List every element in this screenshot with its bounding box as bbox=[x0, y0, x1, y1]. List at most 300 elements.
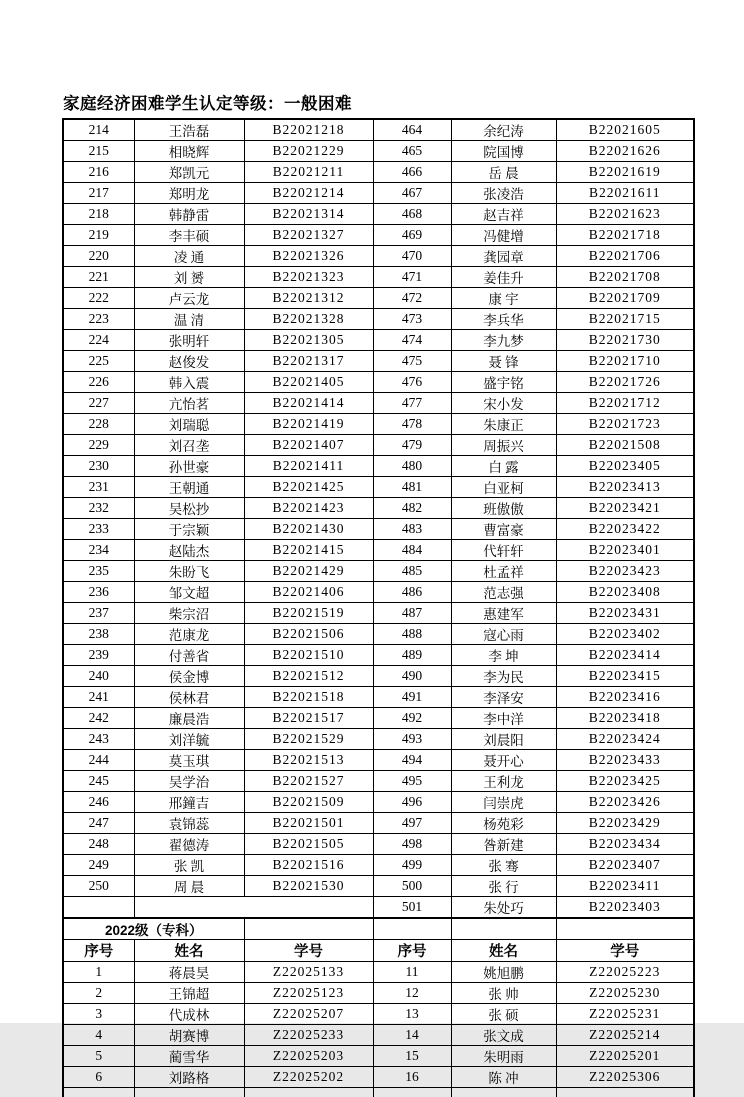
serial-cell: 229 bbox=[63, 435, 134, 456]
serial-cell: 216 bbox=[63, 162, 134, 183]
student-id-cell: B22021414 bbox=[244, 393, 373, 414]
table-row bbox=[63, 225, 694, 246]
name-cell: 聂开心 bbox=[451, 750, 556, 771]
name-cell: 朱盼飞 bbox=[134, 561, 244, 582]
name-cell: 温 清 bbox=[134, 309, 244, 330]
serial-cell: 14 bbox=[373, 1025, 451, 1046]
table-row bbox=[63, 309, 694, 330]
table-row bbox=[63, 456, 694, 477]
name-cell: 郑明龙 bbox=[134, 183, 244, 204]
serial-cell: 477 bbox=[373, 393, 451, 414]
col-header-name2: 姓名 bbox=[451, 940, 556, 962]
table-row bbox=[63, 393, 694, 414]
serial-cell: 489 bbox=[373, 645, 451, 666]
col-header-student-id: 学号 bbox=[244, 940, 373, 962]
student-id-cell: B22023402 bbox=[556, 624, 694, 645]
name-cell: 余纪涛 bbox=[451, 119, 556, 141]
serial-cell: 246 bbox=[63, 792, 134, 813]
cut-off-body bbox=[63, 1088, 694, 1097]
table-row bbox=[63, 624, 694, 645]
table-row bbox=[63, 267, 694, 288]
table-row bbox=[63, 414, 694, 435]
col-header-name: 姓名 bbox=[134, 940, 244, 962]
name-cell: 韩入震 bbox=[134, 372, 244, 393]
serial-cell: 6 bbox=[63, 1067, 134, 1088]
name-cell: 相晓辉 bbox=[134, 141, 244, 162]
name-cell: 刘瑞聪 bbox=[134, 414, 244, 435]
serial-cell: 4 bbox=[63, 1025, 134, 1046]
empty-cell bbox=[244, 918, 373, 940]
serial-cell: 475 bbox=[373, 351, 451, 372]
serial-cell: 214 bbox=[63, 119, 134, 141]
student-id-cell: Z22025306 bbox=[556, 1067, 694, 1088]
name-cell: 刘召垄 bbox=[134, 435, 244, 456]
table-row bbox=[63, 1067, 694, 1088]
serial-cell: 219 bbox=[63, 225, 134, 246]
cut-off-row bbox=[63, 1088, 694, 1097]
student-id-cell: B22021328 bbox=[244, 309, 373, 330]
table-row bbox=[63, 435, 694, 456]
student-id-cell: B22023425 bbox=[556, 771, 694, 792]
student-id-cell: B22023421 bbox=[556, 498, 694, 519]
student-id-cell: Z22025203 bbox=[244, 1046, 373, 1067]
student-id-cell: B22021715 bbox=[556, 309, 694, 330]
serial-cell: 221 bbox=[63, 267, 134, 288]
table-row bbox=[63, 246, 694, 267]
student-id-cell: B22021712 bbox=[556, 393, 694, 414]
name-cell: 莫玉琪 bbox=[134, 750, 244, 771]
name-cell: 惠建军 bbox=[451, 603, 556, 624]
student-id-cell: B22021611 bbox=[556, 183, 694, 204]
serial-cell: 243 bbox=[63, 729, 134, 750]
student-id-cell: B22023426 bbox=[556, 792, 694, 813]
serial-cell: 473 bbox=[373, 309, 451, 330]
serial-cell: 492 bbox=[373, 708, 451, 729]
student-id-cell: B22021411 bbox=[244, 456, 373, 477]
name-cell: 翟德涛 bbox=[134, 834, 244, 855]
student-id-cell: B22021529 bbox=[244, 729, 373, 750]
serial-cell: 224 bbox=[63, 330, 134, 351]
serial-cell: 498 bbox=[373, 834, 451, 855]
serial-cell: 250 bbox=[63, 876, 134, 897]
table-row bbox=[63, 1004, 694, 1025]
student-id-cell: B22021305 bbox=[244, 330, 373, 351]
student-id-cell: B22021429 bbox=[244, 561, 373, 582]
serial-cell: 233 bbox=[63, 519, 134, 540]
serial-cell: 474 bbox=[373, 330, 451, 351]
name-cell: 廉晨浩 bbox=[134, 708, 244, 729]
serial-cell: 15 bbox=[373, 1046, 451, 1067]
name-cell: 李九梦 bbox=[451, 330, 556, 351]
serial-cell: 495 bbox=[373, 771, 451, 792]
name-cell: 王锦超 bbox=[134, 983, 244, 1004]
serial-cell: 486 bbox=[373, 582, 451, 603]
student-id-cell: B22023423 bbox=[556, 561, 694, 582]
table-row bbox=[63, 876, 694, 897]
name-cell: 聂 锋 bbox=[451, 351, 556, 372]
name-cell: 胡赛博 bbox=[134, 1025, 244, 1046]
table-row bbox=[63, 162, 694, 183]
difficulty-level-table bbox=[62, 118, 695, 1097]
table-row bbox=[63, 540, 694, 561]
name-cell: 班傲傲 bbox=[451, 498, 556, 519]
serial-cell: 237 bbox=[63, 603, 134, 624]
student-id-cell: B22021530 bbox=[244, 876, 373, 897]
student-id-cell: Z22025133 bbox=[244, 962, 373, 983]
table-row bbox=[63, 666, 694, 687]
name-cell: 康 宇 bbox=[451, 288, 556, 309]
spec-section-header bbox=[63, 918, 694, 962]
name-cell: 龚园章 bbox=[451, 246, 556, 267]
serial-cell: 217 bbox=[63, 183, 134, 204]
serial-cell: 235 bbox=[63, 561, 134, 582]
name-cell: 曹富豪 bbox=[451, 519, 556, 540]
serial-cell: 1 bbox=[63, 962, 134, 983]
student-id-cell: B22021718 bbox=[556, 225, 694, 246]
student-id-cell: B22021218 bbox=[244, 119, 373, 141]
student-id-cell: B22021327 bbox=[244, 225, 373, 246]
student-id-cell: B22023401 bbox=[556, 540, 694, 561]
student-id-cell: B22021726 bbox=[556, 372, 694, 393]
student-id-cell: B22021326 bbox=[244, 246, 373, 267]
name-cell: 侯林君 bbox=[134, 687, 244, 708]
serial-cell: 236 bbox=[63, 582, 134, 603]
serial-cell: 494 bbox=[373, 750, 451, 771]
name-cell: 李中洋 bbox=[451, 708, 556, 729]
serial-cell: 16 bbox=[373, 1067, 451, 1088]
serial-cell: 225 bbox=[63, 351, 134, 372]
student-id-cell: B22021211 bbox=[244, 162, 373, 183]
serial-cell: 484 bbox=[373, 540, 451, 561]
student-id-cell: B22023408 bbox=[556, 582, 694, 603]
name-cell: 杜孟祥 bbox=[451, 561, 556, 582]
name-cell: 张 硕 bbox=[451, 1004, 556, 1025]
name-cell: 王朝通 bbox=[134, 477, 244, 498]
table-row bbox=[63, 834, 694, 855]
empty-cell bbox=[63, 1088, 134, 1097]
name-cell: 韩静雷 bbox=[134, 204, 244, 225]
empty-cell bbox=[244, 1088, 373, 1097]
serial-cell: 497 bbox=[373, 813, 451, 834]
name-cell: 蔺雪华 bbox=[134, 1046, 244, 1067]
student-id-cell: B22021619 bbox=[556, 162, 694, 183]
serial-cell: 231 bbox=[63, 477, 134, 498]
serial-cell: 499 bbox=[373, 855, 451, 876]
name-cell: 冯健增 bbox=[451, 225, 556, 246]
student-id-cell: B22021506 bbox=[244, 624, 373, 645]
table-row bbox=[63, 330, 694, 351]
table-row bbox=[63, 603, 694, 624]
serial-cell: 248 bbox=[63, 834, 134, 855]
table-row bbox=[63, 983, 694, 1004]
table-row bbox=[63, 771, 694, 792]
student-id-cell: B22023418 bbox=[556, 708, 694, 729]
name-cell: 白亚柯 bbox=[451, 477, 556, 498]
name-cell: 院国博 bbox=[451, 141, 556, 162]
name-cell: 代轩轩 bbox=[451, 540, 556, 561]
serial-cell: 472 bbox=[373, 288, 451, 309]
student-id-cell: B22021214 bbox=[244, 183, 373, 204]
empty-serial-cell bbox=[63, 897, 134, 919]
name-cell: 张 骞 bbox=[451, 855, 556, 876]
name-cell: 代成林 bbox=[134, 1004, 244, 1025]
student-id-cell: B22021516 bbox=[244, 855, 373, 876]
name-cell: 王利龙 bbox=[451, 771, 556, 792]
serial-cell: 3 bbox=[63, 1004, 134, 1025]
name-cell: 昝新建 bbox=[451, 834, 556, 855]
name-cell: 赵俊发 bbox=[134, 351, 244, 372]
name-cell: 盛宇铭 bbox=[451, 372, 556, 393]
name-cell: 岳 晨 bbox=[451, 162, 556, 183]
student-id-cell: B22021527 bbox=[244, 771, 373, 792]
name-cell: 张文成 bbox=[451, 1025, 556, 1046]
table-row bbox=[63, 792, 694, 813]
student-id-cell: B22023429 bbox=[556, 813, 694, 834]
table-row bbox=[63, 119, 694, 141]
student-id-cell: B22023416 bbox=[556, 687, 694, 708]
name-cell: 李为民 bbox=[451, 666, 556, 687]
table-row bbox=[63, 897, 694, 919]
student-id-cell: B22023403 bbox=[556, 897, 694, 919]
serial-cell: 467 bbox=[373, 183, 451, 204]
serial-cell: 479 bbox=[373, 435, 451, 456]
student-id-cell: B22021730 bbox=[556, 330, 694, 351]
name-cell: 范康龙 bbox=[134, 624, 244, 645]
student-id-cell: B22021423 bbox=[244, 498, 373, 519]
student-id-cell: Z22025230 bbox=[556, 983, 694, 1004]
student-id-cell: B22021709 bbox=[556, 288, 694, 309]
name-cell: 于宗颖 bbox=[134, 519, 244, 540]
table-row bbox=[63, 561, 694, 582]
name-cell: 吴学治 bbox=[134, 771, 244, 792]
name-cell: 王浩磊 bbox=[134, 119, 244, 141]
empty-cell bbox=[451, 1088, 556, 1097]
table-row bbox=[63, 1046, 694, 1067]
table-row bbox=[63, 855, 694, 876]
student-id-cell: B22023415 bbox=[556, 666, 694, 687]
serial-cell: 242 bbox=[63, 708, 134, 729]
serial-cell: 234 bbox=[63, 540, 134, 561]
col-header-serial2: 序号 bbox=[373, 940, 451, 962]
serial-cell: 490 bbox=[373, 666, 451, 687]
serial-cell: 223 bbox=[63, 309, 134, 330]
student-id-cell: B22021430 bbox=[244, 519, 373, 540]
serial-cell: 482 bbox=[373, 498, 451, 519]
student-id-cell: B22021508 bbox=[556, 435, 694, 456]
main-table-body bbox=[63, 119, 694, 918]
student-id-cell: B22021509 bbox=[244, 792, 373, 813]
serial-cell: 245 bbox=[63, 771, 134, 792]
name-cell: 范志强 bbox=[451, 582, 556, 603]
serial-cell: 470 bbox=[373, 246, 451, 267]
student-id-cell: Z22025223 bbox=[556, 962, 694, 983]
name-cell: 闫崇虎 bbox=[451, 792, 556, 813]
student-id-cell: B22021505 bbox=[244, 834, 373, 855]
name-cell: 朱处巧 bbox=[451, 897, 556, 919]
table-row bbox=[63, 372, 694, 393]
name-cell: 刘路格 bbox=[134, 1067, 244, 1088]
serial-cell: 464 bbox=[373, 119, 451, 141]
serial-cell: 488 bbox=[373, 624, 451, 645]
serial-cell: 238 bbox=[63, 624, 134, 645]
name-cell: 刘洋毓 bbox=[134, 729, 244, 750]
name-cell: 杨苑彩 bbox=[451, 813, 556, 834]
col-header-serial: 序号 bbox=[63, 940, 134, 962]
table-row bbox=[63, 498, 694, 519]
name-cell: 周 晨 bbox=[134, 876, 244, 897]
serial-cell: 11 bbox=[373, 962, 451, 983]
student-id-cell: B22023405 bbox=[556, 456, 694, 477]
serial-cell: 220 bbox=[63, 246, 134, 267]
name-cell: 吴松抄 bbox=[134, 498, 244, 519]
serial-cell: 496 bbox=[373, 792, 451, 813]
table-row bbox=[63, 962, 694, 983]
serial-cell: 487 bbox=[373, 603, 451, 624]
name-cell: 孙世豪 bbox=[134, 456, 244, 477]
serial-cell: 230 bbox=[63, 456, 134, 477]
name-cell: 张 帅 bbox=[451, 983, 556, 1004]
name-cell: 李 坤 bbox=[451, 645, 556, 666]
serial-cell: 222 bbox=[63, 288, 134, 309]
name-cell: 寇心雨 bbox=[451, 624, 556, 645]
name-cell: 李泽安 bbox=[451, 687, 556, 708]
name-cell: 凌 通 bbox=[134, 246, 244, 267]
serial-cell: 500 bbox=[373, 876, 451, 897]
serial-cell: 227 bbox=[63, 393, 134, 414]
name-cell: 姚旭鹏 bbox=[451, 962, 556, 983]
student-id-cell: B22021501 bbox=[244, 813, 373, 834]
serial-cell: 13 bbox=[373, 1004, 451, 1025]
student-id-cell: B22021706 bbox=[556, 246, 694, 267]
table-row bbox=[63, 813, 694, 834]
name-cell: 付善省 bbox=[134, 645, 244, 666]
name-cell: 宋小发 bbox=[451, 393, 556, 414]
student-id-cell: B22021723 bbox=[556, 414, 694, 435]
table-row bbox=[63, 288, 694, 309]
serial-cell: 247 bbox=[63, 813, 134, 834]
serial-cell: 215 bbox=[63, 141, 134, 162]
serial-cell: 491 bbox=[373, 687, 451, 708]
student-id-cell: B22021626 bbox=[556, 141, 694, 162]
table-row bbox=[63, 708, 694, 729]
name-cell: 刘晨阳 bbox=[451, 729, 556, 750]
student-id-cell: B22021405 bbox=[244, 372, 373, 393]
table-row bbox=[63, 183, 694, 204]
page-title: 家庭经济困难学生认定等级：一般困难 bbox=[63, 95, 352, 113]
serial-cell: 12 bbox=[373, 983, 451, 1004]
name-cell: 赵吉祥 bbox=[451, 204, 556, 225]
name-cell: 亢怡茗 bbox=[134, 393, 244, 414]
name-cell: 柴宗沼 bbox=[134, 603, 244, 624]
student-id-cell: B22021312 bbox=[244, 288, 373, 309]
student-id-cell: B22021605 bbox=[556, 119, 694, 141]
name-cell: 李丰硕 bbox=[134, 225, 244, 246]
table-row bbox=[63, 750, 694, 771]
name-cell: 白 露 bbox=[451, 456, 556, 477]
student-id-cell: B22021323 bbox=[244, 267, 373, 288]
student-id-cell: Z22025214 bbox=[556, 1025, 694, 1046]
student-id-cell: Z22025202 bbox=[244, 1067, 373, 1088]
name-cell: 张凌浩 bbox=[451, 183, 556, 204]
student-id-cell: B22021317 bbox=[244, 351, 373, 372]
student-id-cell: B22021517 bbox=[244, 708, 373, 729]
empty-cell bbox=[134, 1088, 244, 1097]
serial-cell: 471 bbox=[373, 267, 451, 288]
student-id-cell: B22023433 bbox=[556, 750, 694, 771]
student-id-cell: B22023413 bbox=[556, 477, 694, 498]
student-id-cell: B22023407 bbox=[556, 855, 694, 876]
name-cell: 卢云龙 bbox=[134, 288, 244, 309]
section-label: 2022级（专科） bbox=[63, 918, 244, 940]
empty-cell bbox=[556, 1088, 694, 1097]
student-id-cell: B22021419 bbox=[244, 414, 373, 435]
student-id-cell: B22023431 bbox=[556, 603, 694, 624]
student-id-cell: B22021229 bbox=[244, 141, 373, 162]
name-cell: 邹文超 bbox=[134, 582, 244, 603]
student-id-cell: B22021519 bbox=[244, 603, 373, 624]
name-cell: 张 行 bbox=[451, 876, 556, 897]
student-id-cell: B22021512 bbox=[244, 666, 373, 687]
serial-cell: 480 bbox=[373, 456, 451, 477]
student-id-cell: B22023414 bbox=[556, 645, 694, 666]
empty-cell bbox=[373, 918, 451, 940]
name-cell: 朱康正 bbox=[451, 414, 556, 435]
table-row bbox=[63, 687, 694, 708]
name-cell: 李兵华 bbox=[451, 309, 556, 330]
student-id-cell: B22023422 bbox=[556, 519, 694, 540]
student-id-cell: B22023424 bbox=[556, 729, 694, 750]
col-header-student-id2: 学号 bbox=[556, 940, 694, 962]
serial-cell: 226 bbox=[63, 372, 134, 393]
serial-cell: 239 bbox=[63, 645, 134, 666]
name-cell: 朱明雨 bbox=[451, 1046, 556, 1067]
student-id-cell: B22021415 bbox=[244, 540, 373, 561]
table-row bbox=[63, 1025, 694, 1046]
serial-cell: 469 bbox=[373, 225, 451, 246]
serial-cell: 244 bbox=[63, 750, 134, 771]
student-id-cell: B22021314 bbox=[244, 204, 373, 225]
column-header-row bbox=[63, 940, 694, 962]
table-row bbox=[63, 351, 694, 372]
table-row bbox=[63, 477, 694, 498]
empty-cell bbox=[373, 1088, 451, 1097]
student-id-cell: Z22025201 bbox=[556, 1046, 694, 1067]
student-id-cell: B22021425 bbox=[244, 477, 373, 498]
student-id-cell: Z22025207 bbox=[244, 1004, 373, 1025]
student-id-cell: Z22025123 bbox=[244, 983, 373, 1004]
student-id-cell: B22021708 bbox=[556, 267, 694, 288]
serial-cell: 478 bbox=[373, 414, 451, 435]
name-cell: 蒋晨昊 bbox=[134, 962, 244, 983]
name-cell: 姜佳升 bbox=[451, 267, 556, 288]
student-id-cell: B22021518 bbox=[244, 687, 373, 708]
serial-cell: 228 bbox=[63, 414, 134, 435]
table-row bbox=[63, 204, 694, 225]
name-cell: 张 凯 bbox=[134, 855, 244, 876]
spec-table-body bbox=[63, 962, 694, 1088]
serial-cell: 468 bbox=[373, 204, 451, 225]
table-row bbox=[63, 582, 694, 603]
student-id-cell: B22023434 bbox=[556, 834, 694, 855]
serial-cell: 249 bbox=[63, 855, 134, 876]
table-row bbox=[63, 519, 694, 540]
name-cell: 周振兴 bbox=[451, 435, 556, 456]
empty-cell bbox=[451, 918, 556, 940]
serial-cell: 2 bbox=[63, 983, 134, 1004]
table-row bbox=[63, 141, 694, 162]
name-cell: 陈 冲 bbox=[451, 1067, 556, 1088]
serial-cell: 241 bbox=[63, 687, 134, 708]
